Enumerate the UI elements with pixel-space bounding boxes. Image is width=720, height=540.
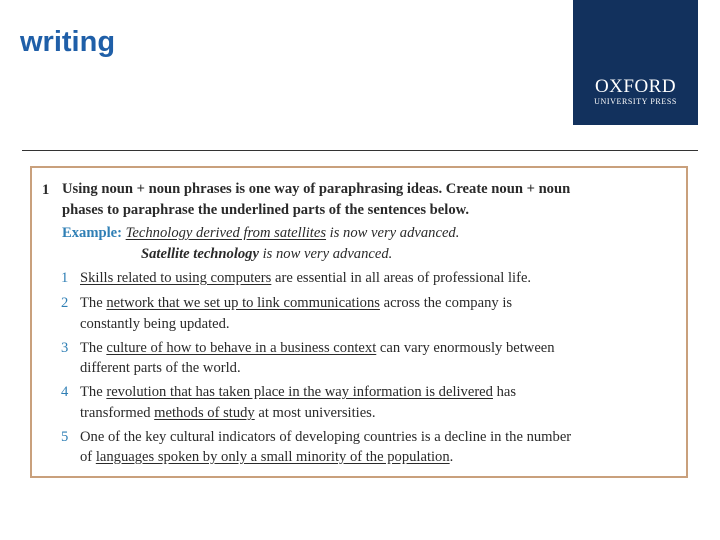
example-text <box>126 225 460 241</box>
item-number: 2 <box>61 295 69 311</box>
item-text: are essential in all areas of professional life. <box>271 270 532 286</box>
exercise-number: 1 <box>42 182 50 198</box>
item-2-line-1 <box>80 296 512 311</box>
item-5-line-2 <box>80 450 453 465</box>
item-3-line-1 <box>80 341 555 356</box>
item-number: 3 <box>61 340 69 356</box>
example-line-2 <box>141 247 392 262</box>
item-underlined: revolution that has taken place in the way information is delivered <box>106 384 493 400</box>
item-text: The <box>80 295 107 311</box>
example-line-1 <box>62 226 459 241</box>
divider-line <box>22 150 698 151</box>
logo-subtitle: UNIVERSITY PRESS <box>594 97 677 106</box>
item-1-line-1 <box>80 271 531 286</box>
example-rest: is now very advanced. <box>326 225 460 241</box>
oxford-logo <box>573 0 698 125</box>
item-4-line-2 <box>80 406 376 421</box>
item-underlined: Skills related to using computers <box>80 270 272 286</box>
item-text: has <box>492 384 517 400</box>
item-text: . <box>449 449 454 465</box>
item-text: of <box>80 449 96 465</box>
item-4-line-1 <box>80 385 516 400</box>
item-number: 1 <box>61 270 69 286</box>
item-text: The <box>80 384 107 400</box>
item-text: can vary enormously between <box>376 340 555 356</box>
example-label: Example: <box>62 225 122 241</box>
item-number: 4 <box>61 384 69 400</box>
example-answer: Satellite technology <box>141 246 259 262</box>
item-text: at most universities. <box>254 405 376 421</box>
item-text: across the company is <box>379 295 513 311</box>
item-text: transformed <box>80 405 155 421</box>
slide-title: writing <box>20 26 116 58</box>
exercise-box <box>30 166 688 478</box>
example-underlined: Technology derived from satellites <box>125 225 327 241</box>
logo-name: OXFORD <box>594 76 677 97</box>
item-number: 5 <box>61 429 69 445</box>
item-5-line-1: One of the key cultural indicators of developing countries is a decline in the number <box>80 429 572 445</box>
item-2-line-2: constantly being updated. <box>80 316 230 332</box>
item-underlined: languages spoken by only a small minority of the population <box>95 449 450 465</box>
item-underlined: culture of how to behave in a business context <box>106 340 377 356</box>
item-underlined: methods of study <box>154 405 255 421</box>
example-answer-rest: is now very advanced. <box>258 246 393 262</box>
instruction-line-2: phases to paraphrase the underlined parts of the sentences below. <box>62 202 470 218</box>
item-3-line-2: different parts of the world. <box>80 360 241 376</box>
instruction-line-1: Using noun + noun phrases is one way of paraphrasing ideas. Create noun + noun <box>62 181 571 197</box>
item-text: The <box>80 340 107 356</box>
item-underlined: network that we set up to link communications <box>106 295 380 311</box>
